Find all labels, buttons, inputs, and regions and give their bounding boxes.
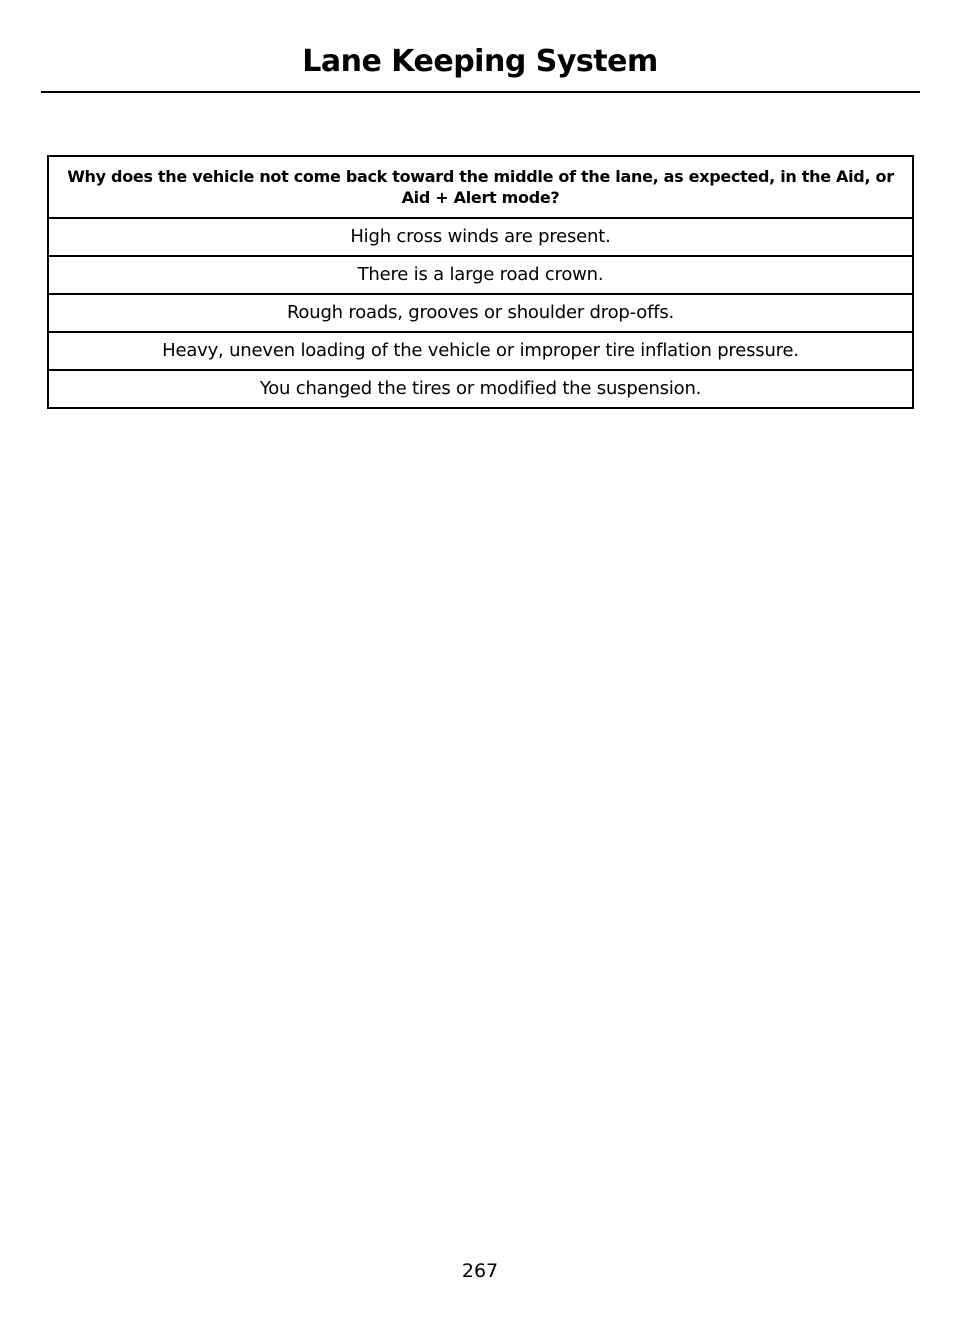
table-row [48,332,913,370]
faq-table [47,155,914,409]
table-cell-answer: Rough roads, grooves or shoulder drop-offs. [48,294,913,332]
table-row [48,370,913,408]
table-cell-answer: High cross winds are present. [48,218,913,256]
table-cell-answer: There is a large road crown. [48,256,913,294]
table-cell-answer: You changed the tires or modified the suspension. [48,370,913,408]
table-row [48,256,913,294]
table-row [48,218,913,256]
page-number: 267 [461,1260,499,1282]
table-header-question: Why does the vehicle not come back toward the middle of the lane, as expected, in the Aid, or Aid + Alert mode? [48,156,913,218]
table-cell-answer: Heavy, uneven loading of the vehicle or improper tire inflation pressure. [48,332,913,370]
table-header-row [48,156,913,218]
page-title: Lane Keeping System [302,44,658,79]
title-divider [41,91,920,93]
table-row [48,294,913,332]
